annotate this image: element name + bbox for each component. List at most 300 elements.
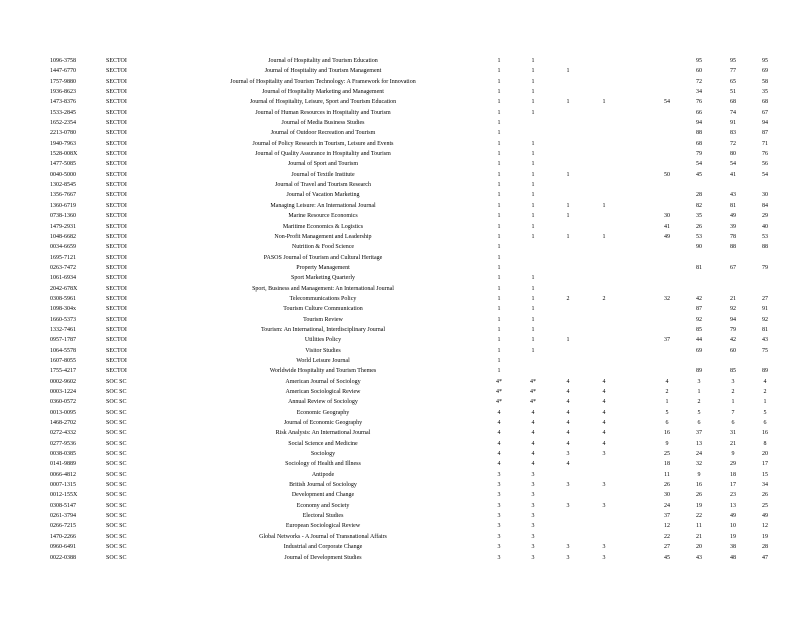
panel-cell: SECTOI	[106, 347, 127, 354]
rating-4-cell	[586, 149, 622, 159]
issn-cell: 0012-155X	[50, 492, 78, 499]
table-row	[50, 418, 780, 428]
issn-cell: 1695-7121	[50, 254, 76, 261]
panel-cell: SOC SC	[106, 471, 127, 478]
issn-cell: 0038-0385	[50, 451, 76, 458]
percentile-2-cell: 88	[730, 244, 736, 251]
rating-2-cell: 1	[531, 295, 535, 302]
rank-1-cell	[622, 397, 652, 407]
rating-1-cell: 1	[497, 357, 501, 364]
rating-2-cell: 4	[531, 420, 535, 427]
rating-2-cell: 1	[531, 285, 535, 292]
percentile-3-cell: 67	[762, 109, 768, 116]
percentile-2-cell: 48	[730, 554, 736, 561]
rating-3-cell: 4	[566, 430, 570, 437]
rating-3-cell	[550, 315, 586, 325]
percentile-1-cell: 34	[696, 89, 702, 96]
rank-1-cell	[622, 139, 652, 149]
rank-1-cell	[622, 56, 652, 66]
journal-title-cell: Annual Review of Sociology	[288, 399, 358, 406]
rank-2-cell	[652, 128, 682, 138]
rating-4-cell: 4	[602, 430, 606, 437]
rank-2-cell: 2	[665, 389, 669, 395]
percentile-3-cell: 43	[762, 337, 768, 344]
rank-2-cell	[652, 77, 682, 87]
percentile-1-cell: 44	[696, 337, 702, 344]
panel-cell: SECTOI	[106, 326, 127, 333]
rating-1-cell: 1	[497, 326, 501, 333]
panel-cell: SECTOI	[106, 316, 127, 323]
rating-1-cell: 4	[497, 409, 501, 416]
rank-2-cell	[652, 366, 682, 376]
rating-2-cell	[516, 128, 550, 138]
percentile-3-cell: 8	[763, 440, 767, 447]
table-row	[50, 304, 780, 314]
journal-title-cell: Journal of Sport and Tourism	[287, 161, 359, 168]
rank-1-cell	[622, 304, 652, 314]
rating-1-cell: 1	[497, 264, 501, 271]
rating-4-cell	[586, 366, 622, 376]
panel-cell: SOC SC	[106, 492, 127, 499]
rating-1-cell: 1	[497, 68, 501, 75]
rating-1-cell: 3	[497, 502, 501, 509]
rating-3-cell	[550, 366, 586, 376]
rating-1-cell: 1	[497, 109, 501, 116]
rating-3-cell: 1	[566, 68, 570, 75]
panel-cell: SOC SC	[106, 461, 127, 468]
journal-title-cell: Journal of Travel and Tourism Research	[275, 182, 371, 189]
panel-cell: SECTOI	[106, 337, 127, 344]
journal-title-cell: Sport, Business and Management: An International Journal	[252, 285, 394, 292]
rating-4-cell: 4	[602, 420, 606, 427]
rating-4-cell	[586, 253, 622, 263]
rank-2-cell: 50	[664, 171, 670, 178]
percentile-1-cell: 94	[696, 120, 702, 127]
journal-title-cell: Nutrition & Food Science	[291, 244, 355, 251]
rating-2-cell: 1	[531, 223, 535, 230]
rating-2-cell: 3	[531, 502, 535, 509]
table-row	[50, 397, 780, 407]
rating-2-cell: 4	[531, 451, 535, 458]
rank-1-cell	[622, 439, 652, 449]
journal-title-cell: American Sociological Review	[285, 389, 361, 395]
rating-3-cell	[550, 284, 586, 294]
percentile-3-cell: 92	[762, 316, 768, 323]
panel-cell: SECTOI	[106, 192, 127, 199]
panel-cell: SOC SC	[106, 513, 127, 520]
rating-3-cell	[550, 149, 586, 159]
issn-cell: 1473-8376	[50, 99, 76, 106]
journal-title-cell: World Leisure Journal	[296, 357, 350, 364]
issn-cell: 0022-0388	[50, 554, 76, 561]
table-row	[50, 428, 780, 438]
percentile-3-cell	[750, 180, 780, 190]
percentile-1-cell: 72	[696, 78, 702, 85]
rating-2-cell	[516, 253, 550, 263]
table-row	[50, 490, 780, 500]
percentile-1-cell: 69	[696, 347, 702, 354]
percentile-3-cell: 68	[762, 99, 768, 106]
panel-cell: SOC SC	[106, 399, 127, 406]
table-row	[50, 87, 780, 97]
rating-3-cell	[550, 56, 586, 66]
journal-title-cell: Journal of Media Business Studies	[281, 120, 365, 127]
percentile-3-cell: 2	[763, 389, 767, 395]
rating-3-cell: 4	[566, 420, 570, 427]
percentile-1-cell: 26	[696, 492, 702, 499]
rating-3-cell	[550, 532, 586, 542]
issn-cell: 0263-7472	[50, 264, 76, 271]
rating-2-cell: 1	[531, 306, 535, 313]
rating-2-cell	[516, 263, 550, 273]
rating-3-cell	[550, 87, 586, 97]
rating-1-cell: 1	[497, 99, 501, 106]
rating-2-cell: 1	[531, 89, 535, 96]
rating-1-cell: 1	[497, 275, 501, 282]
percentile-2-cell: 43	[730, 192, 736, 199]
issn-cell: 1607-8055	[50, 357, 76, 364]
percentile-1-cell: 28	[696, 192, 702, 199]
rating-4-cell	[586, 325, 622, 335]
rating-2-cell: 1	[531, 326, 535, 333]
percentile-3-cell: 28	[762, 544, 768, 551]
panel-cell: SECTOI	[106, 109, 127, 116]
rating-3-cell	[550, 242, 586, 252]
percentile-1-cell	[682, 356, 716, 366]
rank-1-cell	[622, 501, 652, 511]
rating-3-cell: 4	[566, 440, 570, 447]
rating-4-cell	[586, 284, 622, 294]
rating-2-cell: 4	[531, 440, 535, 447]
rating-4-cell	[586, 190, 622, 200]
percentile-1-cell: 82	[696, 202, 702, 209]
journal-title-cell: Maritime Economics & Logistics	[282, 223, 364, 230]
rating-3-cell: 4	[566, 409, 570, 416]
percentile-3-cell: 4	[763, 378, 767, 385]
issn-cell: 0277-9536	[50, 440, 76, 447]
journal-table-body	[50, 56, 780, 563]
table-row	[50, 346, 780, 356]
rank-1-cell	[622, 325, 652, 335]
percentile-3-cell: 49	[762, 513, 768, 520]
rating-4-cell	[586, 139, 622, 149]
rating-1-cell: 4	[497, 440, 501, 447]
rank-2-cell	[652, 190, 682, 200]
table-row	[50, 315, 780, 325]
rank-2-cell	[652, 325, 682, 335]
panel-cell: SOC SC	[106, 430, 127, 437]
rating-3-cell: 3	[566, 502, 570, 509]
journal-title-cell: Industrial and Corporate Change	[283, 544, 363, 551]
rank-1-cell	[622, 211, 652, 221]
rank-2-cell	[652, 149, 682, 159]
rank-2-cell: 32	[664, 295, 670, 302]
panel-cell: SECTOI	[106, 151, 127, 158]
table-row	[50, 335, 780, 345]
rating-4-cell: 1	[602, 233, 606, 240]
rank-1-cell	[622, 128, 652, 138]
percentile-3-cell: 94	[762, 120, 768, 127]
rating-4-cell	[586, 242, 622, 252]
rating-4-cell	[586, 273, 622, 283]
rating-2-cell: 3	[531, 523, 535, 530]
rating-2-cell	[516, 118, 550, 128]
rating-1-cell: 3	[497, 523, 501, 530]
rating-3-cell	[550, 180, 586, 190]
percentile-2-cell	[716, 180, 750, 190]
rank-1-cell	[622, 222, 652, 232]
rating-4-cell	[586, 532, 622, 542]
journal-title-cell: Development and Change	[291, 492, 355, 499]
rank-2-cell	[652, 159, 682, 169]
journal-title-cell: Sociology of Health and Illness	[285, 461, 361, 468]
percentile-2-cell: 7	[731, 409, 735, 416]
percentile-3-cell: 1	[763, 399, 767, 406]
rank-1-cell	[622, 77, 652, 87]
rating-2-cell	[516, 366, 550, 376]
percentile-2-cell: 29	[730, 461, 736, 468]
rank-2-cell: 49	[664, 233, 670, 240]
rating-1-cell: 4*	[496, 389, 502, 395]
issn-cell: 1048-6682	[50, 233, 76, 240]
rating-3-cell	[550, 108, 586, 118]
percentile-3-cell: 6	[763, 420, 767, 427]
issn-cell: 1755-4217	[50, 368, 76, 375]
rating-4-cell	[586, 315, 622, 325]
percentile-1-cell: 66	[696, 109, 702, 116]
percentile-2-cell: 41	[730, 171, 736, 178]
rank-1-cell	[622, 532, 652, 542]
rating-1-cell: 1	[497, 306, 501, 313]
rating-3-cell	[550, 128, 586, 138]
percentile-3-cell: 89	[762, 368, 768, 375]
panel-cell: SOC SC	[106, 502, 127, 509]
rating-3-cell	[550, 139, 586, 149]
rank-2-cell: 30	[664, 213, 670, 220]
issn-cell: 0066-4812	[50, 471, 76, 478]
rating-3-cell	[550, 346, 586, 356]
percentile-2-cell: 23	[730, 492, 736, 499]
issn-cell: 0308-5961	[50, 295, 76, 302]
panel-cell: SECTOI	[106, 275, 127, 282]
journal-title-cell: American Journal of Sociology	[285, 378, 361, 385]
rank-1-cell	[622, 159, 652, 169]
percentile-1-cell: 90	[696, 244, 702, 251]
rank-1-cell	[622, 521, 652, 531]
table-row	[50, 387, 780, 397]
table-row	[50, 159, 780, 169]
rating-4-cell	[586, 490, 622, 500]
percentile-2-cell: 49	[730, 513, 736, 520]
issn-cell: 0266-7215	[50, 523, 76, 530]
table-row	[50, 253, 780, 263]
panel-cell: SECTOI	[106, 120, 127, 127]
percentile-2-cell: 21	[730, 295, 736, 302]
percentile-2-cell: 78	[730, 233, 736, 240]
rank-1-cell	[622, 232, 652, 242]
rating-1-cell: 3	[497, 482, 501, 489]
table-row	[50, 511, 780, 521]
rating-1-cell: 1	[497, 182, 501, 189]
percentile-2-cell: 6	[731, 420, 735, 427]
table-row	[50, 532, 780, 542]
rating-1-cell: 4*	[496, 378, 502, 385]
rating-1-cell: 1	[497, 244, 501, 251]
journal-title-cell: Tourism Review	[303, 316, 343, 323]
percentile-2-cell	[716, 356, 750, 366]
journal-title-cell: Journal of Hospitality Marketing and Management	[262, 89, 384, 96]
panel-cell: SECTOI	[106, 368, 127, 375]
rating-4-cell	[586, 118, 622, 128]
percentile-1-cell: 1	[697, 389, 701, 395]
table-row	[50, 501, 780, 511]
percentile-3-cell	[750, 284, 780, 294]
percentile-1-cell: 92	[696, 316, 702, 323]
percentile-2-cell: 9	[731, 451, 735, 458]
rank-1-cell	[622, 428, 652, 438]
percentile-1-cell: 68	[696, 140, 702, 147]
rating-2-cell: 3	[531, 513, 535, 520]
rank-2-cell	[652, 263, 682, 273]
percentile-3-cell: 88	[762, 244, 768, 251]
rank-1-cell	[622, 66, 652, 76]
percentile-3-cell: 26	[762, 492, 768, 499]
percentile-2-cell: 65	[730, 78, 736, 85]
table-row	[50, 263, 780, 273]
rating-3-cell: 4	[566, 378, 570, 385]
percentile-1-cell: 79	[696, 151, 702, 158]
rating-1-cell: 4	[497, 420, 501, 427]
issn-cell: 1302-8545	[50, 182, 76, 189]
rating-3-cell: 3	[566, 544, 570, 551]
percentile-2-cell: 72	[730, 140, 736, 147]
rating-1-cell: 1	[497, 337, 501, 344]
rating-2-cell: 1	[531, 192, 535, 199]
table-row	[50, 294, 780, 304]
percentile-1-cell: 35	[696, 213, 702, 220]
issn-cell: 2213-0780	[50, 130, 76, 137]
rating-4-cell: 3	[602, 482, 606, 489]
percentile-1-cell: 53	[696, 233, 702, 240]
rank-2-cell: 41	[664, 223, 670, 230]
rating-3-cell: 3	[566, 554, 570, 561]
journal-title-cell: Journal of Policy Research in Tourism, Leisure and Events	[252, 140, 394, 147]
percentile-3-cell: 16	[762, 430, 768, 437]
rating-4-cell	[586, 77, 622, 87]
issn-cell: 1064-5578	[50, 347, 76, 354]
percentile-3-cell: 19	[762, 533, 768, 540]
issn-cell: 2042-678X	[50, 285, 78, 292]
rank-2-cell	[652, 346, 682, 356]
percentile-2-cell: 68	[730, 99, 736, 106]
rating-1-cell: 1	[497, 171, 501, 178]
panel-cell: SOC SC	[106, 451, 127, 458]
journal-title-cell: European Sociological Review	[285, 523, 361, 530]
issn-cell: 0141-9889	[50, 461, 76, 468]
percentile-3-cell: 81	[762, 326, 768, 333]
percentile-2-cell: 10	[730, 523, 736, 530]
percentile-2-cell: 51	[730, 89, 736, 96]
percentile-3-cell: 15	[762, 471, 768, 478]
rating-3-cell: 1	[566, 202, 570, 209]
rank-2-cell	[652, 180, 682, 190]
rank-2-cell: 37	[664, 513, 670, 520]
rank-2-cell: 9	[665, 440, 669, 447]
rating-4-cell	[586, 128, 622, 138]
rating-1-cell: 4	[497, 461, 501, 468]
table-row	[50, 222, 780, 232]
rating-2-cell: 1	[531, 171, 535, 178]
rank-2-cell	[652, 56, 682, 66]
rating-3-cell: 1	[566, 213, 570, 220]
rating-1-cell: 1	[497, 295, 501, 302]
journal-title-cell: Telecommunications Policy	[289, 295, 357, 302]
rating-1-cell: 1	[497, 161, 501, 168]
issn-cell: 1061-6934	[50, 275, 76, 282]
percentile-1-cell: 85	[696, 326, 702, 333]
issn-cell: 1447-6770	[50, 68, 76, 75]
rank-1-cell	[622, 366, 652, 376]
rating-4-cell: 3	[602, 554, 606, 561]
table-row	[50, 470, 780, 480]
rank-2-cell: 4	[665, 378, 669, 385]
percentile-3-cell: 75	[762, 347, 768, 354]
panel-cell: SECTOI	[106, 233, 127, 240]
panel-cell: SECTOI	[106, 130, 127, 137]
journal-title-cell: Journal of Hospitality and Tourism Technology: A Framework for Innovation	[230, 78, 416, 85]
journal-title-cell: Journal of Human Resources in Hospitality and Tourism	[255, 109, 391, 116]
percentile-3-cell: 29	[762, 213, 768, 220]
rank-1-cell	[622, 490, 652, 500]
rank-1-cell	[622, 201, 652, 211]
issn-cell: 1477-5085	[50, 161, 76, 168]
percentile-2-cell: 94	[730, 316, 736, 323]
rating-3-cell: 4	[566, 389, 570, 395]
table-row	[50, 66, 780, 76]
percentile-1-cell: 2	[697, 399, 701, 406]
rating-4-cell	[586, 470, 622, 480]
rating-4-cell	[586, 511, 622, 521]
table-row	[50, 56, 780, 66]
panel-cell: SECTOI	[106, 78, 127, 85]
rating-1-cell: 1	[497, 368, 501, 375]
rank-2-cell	[652, 201, 682, 211]
percentile-1-cell	[682, 253, 716, 263]
panel-cell: SOC SC	[106, 523, 127, 530]
journal-title-cell: Worldwide Hospitality and Tourism Themes	[269, 368, 377, 375]
rank-1-cell	[622, 170, 652, 180]
journal-title-cell: British Journal of Sociology	[289, 482, 357, 489]
rating-4-cell	[586, 304, 622, 314]
rating-2-cell: 1	[531, 182, 535, 189]
table-row	[50, 232, 780, 242]
journal-title-cell: Property Management	[296, 264, 350, 271]
table-row	[50, 521, 780, 531]
percentile-1-cell: 26	[696, 223, 702, 230]
panel-cell: SECTOI	[106, 264, 127, 271]
percentile-1-cell: 24	[696, 451, 702, 458]
percentile-1-cell: 88	[696, 130, 702, 137]
rank-2-cell	[652, 304, 682, 314]
issn-cell: 1652-2354	[50, 120, 76, 127]
table-row	[50, 553, 780, 563]
percentile-1-cell	[682, 180, 716, 190]
percentile-3-cell: 79	[762, 264, 768, 271]
percentile-1-cell: 42	[696, 295, 702, 302]
percentile-1-cell: 16	[696, 482, 702, 489]
percentile-1-cell: 76	[696, 99, 702, 106]
rank-2-cell	[652, 242, 682, 252]
